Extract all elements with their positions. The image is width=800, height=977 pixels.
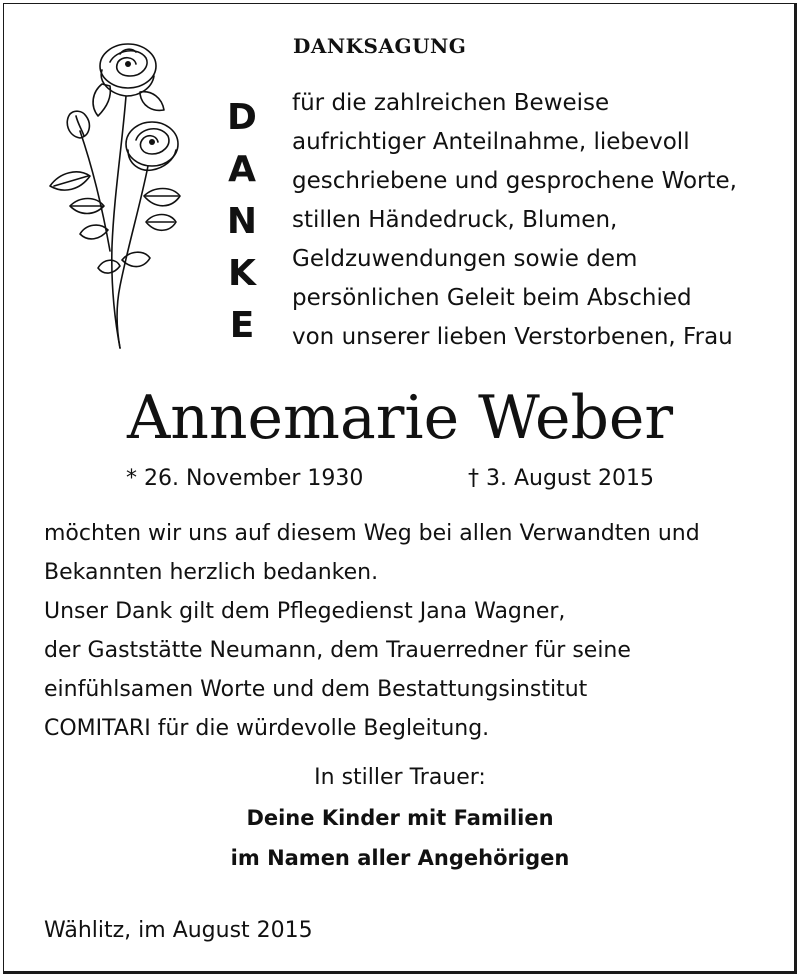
closing-signer: im Namen aller Angehörigen [230, 846, 570, 870]
place-and-date: Wählitz, im August 2015 [44, 918, 313, 943]
intro-line: für die zahlreichen Beweise [292, 90, 610, 116]
page-title: DANKSAGUNG [293, 34, 467, 58]
body-line: einfühlsamen Worte und dem Bestattungsinstitut [44, 677, 588, 702]
intro-line: geschriebene und gesprochene Worte, [292, 168, 737, 194]
rose-bouquet-icon [40, 36, 185, 352]
birth-date: * 26. November 1930 [126, 466, 364, 491]
body-line: möchten wir uns auf diesem Weg bei allen Verwandten und [44, 521, 700, 546]
danke-letter: E [229, 305, 255, 346]
body-line: COMITARI für die würdevolle Begleitung. [44, 716, 490, 741]
frame-border-bottom [3, 971, 797, 974]
intro-line: Geldzuwendungen sowie dem [292, 246, 638, 272]
closing-block [0, 758, 800, 878]
closing-signer: Deine Kinder mit Familien [246, 806, 554, 830]
closing-intro: In stiller Trauer: [314, 765, 486, 790]
danke-vertical-word [222, 92, 262, 352]
body-line: Bekannten herzlich bedanken. [44, 560, 379, 585]
deceased-name: Annemarie Weber [126, 383, 674, 453]
intro-line: persönlichen Geleit beim Abschied [292, 285, 692, 311]
intro-text [292, 84, 797, 357]
danke-letter: N [226, 201, 258, 242]
thanks-body [44, 514, 796, 748]
intro-line: von unserer lieben Verstorbenen, Frau [292, 324, 733, 350]
danke-letter: A [228, 149, 256, 190]
intro-line: stillen Händedruck, Blumen, [292, 207, 618, 233]
intro-line: aufrichtiger Anteilnahme, liebevoll [292, 129, 690, 155]
body-line: Unser Dank gilt dem Pflegedienst Jana Wagner, [44, 599, 566, 624]
death-date: † 3. August 2015 [468, 466, 654, 491]
body-line: der Gaststätte Neumann, dem Trauerredner für seine [44, 638, 631, 663]
frame-border-top [3, 3, 797, 4]
danke-letter: D [227, 97, 257, 138]
danke-letter: K [228, 253, 256, 294]
